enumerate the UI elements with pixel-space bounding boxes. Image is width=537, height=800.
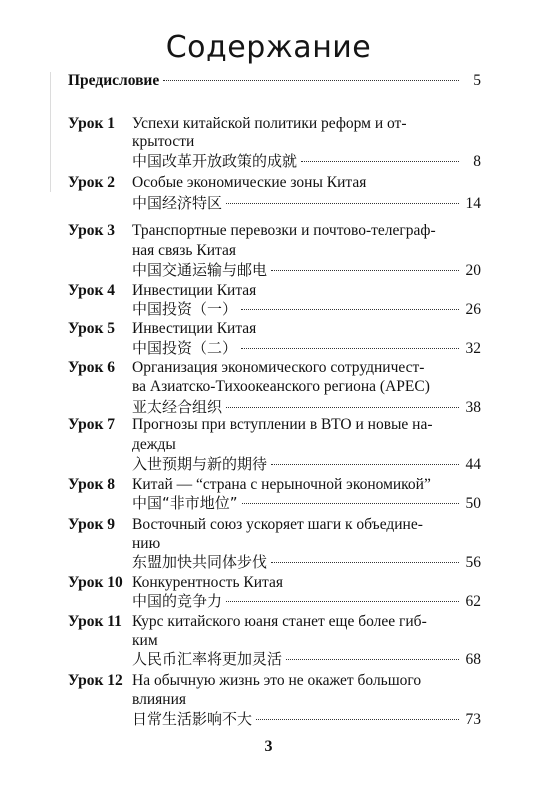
chinese-title: 中国“非市地位” — [132, 494, 238, 512]
dot-leader — [301, 161, 459, 162]
lesson-label: Урок 6 — [68, 359, 116, 376]
page-ref: 56 — [465, 554, 481, 571]
chinese-title: 入世预期与新的期待 — [132, 455, 268, 473]
toc-entry-preface[interactable] — [68, 70, 481, 92]
lesson-label: Урок 4 — [68, 282, 116, 299]
lesson-label: Урок 1 — [68, 115, 116, 132]
page-ref: 38 — [465, 399, 481, 416]
toc-entry-lesson-8[interactable] — [132, 492, 481, 514]
dot-leader — [242, 503, 459, 504]
lesson-title-line: Транспортные перевозки и почтово-телеграф- — [132, 222, 436, 239]
dot-leader — [271, 270, 459, 271]
lesson-title-line: Восточный союз ускоряет шаги к объедине- — [132, 516, 423, 533]
dot-leader — [226, 407, 459, 408]
lesson-title-line: крытости — [132, 133, 195, 150]
page-ref: 14 — [465, 195, 481, 212]
lesson-title-line: Успехи китайской политики реформ и от- — [132, 115, 407, 132]
page-ref: 26 — [465, 301, 481, 318]
chinese-title: 日常生活影响不大 — [132, 710, 253, 728]
lesson-label: Урок 12 — [68, 672, 123, 689]
chinese-title: 中国经济特区 — [132, 194, 223, 212]
lesson-label: Урок 9 — [68, 516, 116, 533]
lesson-label: Урок 3 — [68, 222, 116, 239]
chinese-title: 中国的竞争力 — [132, 592, 223, 610]
chinese-title: 中国投资（一） — [132, 300, 238, 318]
lesson-title-line: ва Азиатско-Тихоокеанского региона (АРЕС) — [132, 378, 430, 395]
chinese-title: 东盟加快共同体步伐 — [132, 553, 268, 571]
page-ref: 20 — [465, 262, 481, 279]
dot-leader — [226, 203, 459, 204]
dot-leader — [226, 601, 459, 602]
toc-entry-lesson-11[interactable] — [132, 648, 481, 670]
lesson-title-line: Курс китайского юаня станет еще более гиб- — [132, 613, 427, 630]
page-ref: 32 — [465, 340, 481, 357]
lesson-label: Урок 5 — [68, 320, 116, 337]
toc-entry-lesson-9[interactable] — [132, 551, 481, 573]
dot-leader — [163, 80, 459, 81]
lesson-title-line: Конкурентность Китая — [132, 574, 284, 591]
chinese-title: 人民币汇率将更加灵活 — [132, 650, 283, 668]
preface-label: Предисловие — [68, 72, 160, 89]
dot-leader — [286, 659, 459, 660]
chinese-title: 亚太经合组织 — [132, 398, 223, 416]
dot-leader — [271, 562, 459, 563]
chinese-title: 中国交通运输与邮电 — [132, 261, 268, 279]
dot-leader — [256, 719, 459, 720]
page-title: Содержание — [165, 30, 372, 65]
lesson-title-line: На обычную жизнь это не окажет большого — [132, 672, 422, 689]
toc-entry-lesson-5[interactable] — [132, 337, 481, 359]
lesson-title-line: влияния — [132, 691, 186, 708]
lesson-title-line: нию — [132, 535, 161, 552]
chinese-title: 中国投资（二） — [132, 339, 238, 357]
lesson-title-line: Инвестиции Китая — [132, 320, 257, 337]
toc-entry-lesson-7[interactable] — [132, 453, 481, 475]
toc-entry-lesson-2[interactable] — [132, 192, 481, 214]
lesson-title-line: дежды — [132, 436, 176, 453]
chinese-title: 中国改革开放政策的成就 — [132, 152, 298, 170]
page-ref: 68 — [465, 651, 481, 668]
lesson-title-line: Инвестиции Китая — [132, 282, 257, 299]
toc-entry-lesson-10[interactable] — [132, 590, 481, 612]
lesson-title-line: Особые экономические зоны Китая — [132, 174, 367, 191]
lesson-title-line: ким — [132, 632, 158, 649]
toc-entry-lesson-3[interactable] — [132, 259, 481, 281]
page-number: 3 — [264, 738, 273, 755]
dot-leader — [271, 464, 459, 465]
page-ref: 62 — [465, 593, 481, 610]
lesson-title-line: ная связь Китая — [132, 242, 236, 259]
lesson-label: Урок 8 — [68, 476, 116, 493]
toc-entry-lesson-12[interactable] — [132, 708, 481, 730]
toc-entry-lesson-1[interactable] — [132, 150, 481, 172]
page-ref: 50 — [465, 495, 481, 512]
page-ref: 44 — [465, 456, 481, 473]
lesson-label: Урок 7 — [68, 416, 116, 433]
page-ref: 5 — [473, 72, 481, 89]
dot-leader — [241, 309, 459, 310]
page-ref: 8 — [473, 153, 481, 170]
lesson-title-line: Китай — “страна с нерыночной экономикой” — [132, 476, 431, 493]
page-ref: 73 — [465, 711, 481, 728]
dot-leader — [241, 348, 459, 349]
lesson-label: Урок 11 — [68, 613, 122, 630]
lesson-title-line: Прогнозы при вступлении в ВТО и новые на- — [132, 416, 433, 433]
lesson-title-line: Организация экономического сотрудничест- — [132, 359, 425, 376]
lesson-label: Урок 10 — [68, 574, 123, 591]
lesson-label: Урок 2 — [68, 174, 116, 191]
toc-entry-lesson-4[interactable] — [132, 298, 481, 320]
